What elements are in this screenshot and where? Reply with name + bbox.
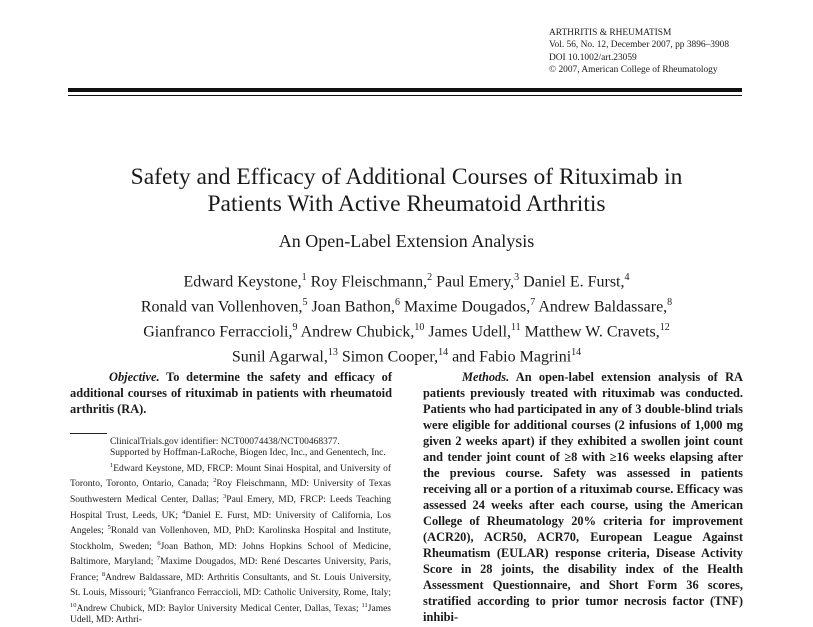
footnote-support: Supported by Hoffman-LaRoche, Biogen Idec, Inc., and Genentech, Inc. [110,448,386,459]
footnote-rule [70,433,107,434]
author-name: Daniel E. Furst, [519,273,625,291]
affiliation-text: Daniel E. Furst, MD: University of California, Los Angeles; [70,510,391,537]
author-name: Ronald van Vollenhoven, [140,298,303,316]
author-name: James Udell, [424,323,512,341]
author-affiliation-number: 8 [667,297,673,309]
author-affiliation-number: 1 [301,272,307,283]
header-rule-thin [68,95,742,96]
title-line-2: Patients With Active Rheumatoid Arthritis [207,191,606,217]
affiliation-text: Joan Bathon, MD: Johns Hopkins School of Medicine, Baltimore, Maryland; [70,541,391,568]
author-name: Matthew W. Cravets, [520,323,660,341]
affiliation-number: 7 [156,555,161,563]
author-name: and Fabio Magrini [448,348,572,366]
author-name: Roy Fleischmann, [306,273,428,291]
affiliation-number: 10 [70,601,77,609]
affiliation-text: Ronald van Vollenhoven, MD, PhD: Karolinska Hospital and Institute, Stockholm, Sweden; [70,526,391,552]
title-line-1: Safety and Efficacy of Additional Courses of Rituximab in [130,164,683,190]
author-affiliation-number: 13 [327,347,338,359]
abstract-right-column [423,369,743,625]
author-affiliation-number: 10 [414,322,425,334]
author-name: Paul Emery, [432,273,515,291]
author-name: Sunil Agarwal, [231,348,328,366]
affiliation-number: 5 [107,524,111,532]
affiliation-text: James Udell, MD: Arthri- [70,604,391,626]
affiliation-text: Maxime Dougados, MD: René Descartes University, Paris, France; [70,557,391,583]
author-name: Andrew Baldassare, [535,298,668,316]
footnotes [70,437,391,627]
footnote-affiliations [70,460,391,627]
affiliation-number: 2 [213,477,217,485]
author-affiliation-number: 14 [438,347,449,359]
author-affiliation-number: 4 [624,272,630,283]
affiliation-number: 3 [223,492,227,500]
author-affiliation-number: 11 [511,322,521,334]
author-affiliation-number: 3 [514,272,520,283]
abstract-objective [70,369,392,417]
author-affiliation-number: 2 [427,272,433,283]
journal-name: ARTHRITIS & RHEUMATISM [549,28,672,38]
affiliation-number: 4 [182,508,186,516]
affiliation-number: 6 [157,539,161,547]
author-affiliation-number: 6 [395,297,400,309]
objective-text: To determine the safety and efficacy of additional courses of rituximab in patients with rheumatoid arthritis (RA). [70,370,392,416]
affiliation-number: 1 [110,461,114,469]
author-name: Maxime Dougados, [400,298,531,316]
author-affiliation-number: 7 [530,297,536,309]
article-subtitle: An Open-Label Extension Analysis [278,231,535,251]
journal-copyright: © 2007, American College of Rheumatology [549,65,718,76]
journal-header [549,27,809,77]
author-line [40,268,773,293]
article-title [40,164,773,218]
objective-label: Objective. [109,370,160,384]
affiliation-number: 8 [101,570,106,578]
header-rule-thick [68,88,742,92]
journal-volume: Vol. 56, No. 12, December 2007, pp 3896–3908 [549,40,730,51]
affiliation-text: Roy Fleischmann, MD: University of Texas Southwestern Medical Center, Dallas; [70,479,392,506]
author-affiliation-number: 14 [571,347,582,359]
author-line [40,293,773,318]
author-affiliation-number: 9 [292,322,298,334]
author-name: Gianfranco Ferraccioli, [143,323,293,341]
affiliation-text: Paul Emery, MD, FRCP: Leeds Teaching Hospital Trust, Leeds, UK; [70,495,391,521]
author-line [40,343,773,368]
author-name: Andrew Chubick, [297,323,415,341]
affiliation-text: Gianfranco Ferraccioli, MD: Catholic University, Rome, Italy; [151,588,391,599]
abstract-methods [423,369,743,625]
affiliation-number: 11 [361,601,368,609]
affiliation-text: Edward Keystone, MD, FRCP: Mount Sinai Hospital, and University of Toronto, Toronto, Ontario, Canada; [70,463,391,490]
abstract-left-column [70,369,392,417]
affiliation-text: Andrew Chubick, MD: Baylor University Medical Center, Dallas, Texas; [76,604,362,615]
author-affiliation-number: 12 [659,322,670,334]
affiliation-text: Andrew Baldassare, MD: Arthritis Consultants, and St. Louis University, St. Louis, Missouri; [70,572,391,599]
methods-label: Methods. [462,370,510,384]
journal-doi: DOI 10.1002/art.23059 [549,52,637,63]
footnote-trial-ids: ClinicalTrials.gov identifier: NCT00074438/NCT00468377. [110,437,340,447]
author-name: Edward Keystone, [183,273,302,291]
author-line [40,318,773,343]
author-list [40,268,773,369]
methods-text: An open-label extension analysis of RA patients previously treated with rituximab was conducted. Patients who had participated in any of 3 double-blind trials were eligible for additional courses (2 infusions of 1,000 mg given 2 weeks apart) if they exhibited a swollen joint count and tender joint count of ≥8 with ≥16 weeks elapsing after the previous course. Safety was assessed in patients receiving all or a portion of a rituximab course. Efficacy was assessed 24 weeks after each course, using the American College of Rheumatology 20% criteria for improvement (ACR20), ACR50, ACR70, European League Against Rheumatism (EULAR) response criteria, Disease Activity Score in 28 joints, the disability index of the Health Assessment Questionnaire, and Short Form 36 scores, stratified according to prior tumor necrosis factor (TNF) inhibi- [423,370,743,624]
author-name: Joan Bathon, [307,298,395,316]
affiliation-number: 9 [148,586,152,594]
author-name: Simon Cooper, [337,348,439,366]
author-affiliation-number: 5 [302,297,308,309]
